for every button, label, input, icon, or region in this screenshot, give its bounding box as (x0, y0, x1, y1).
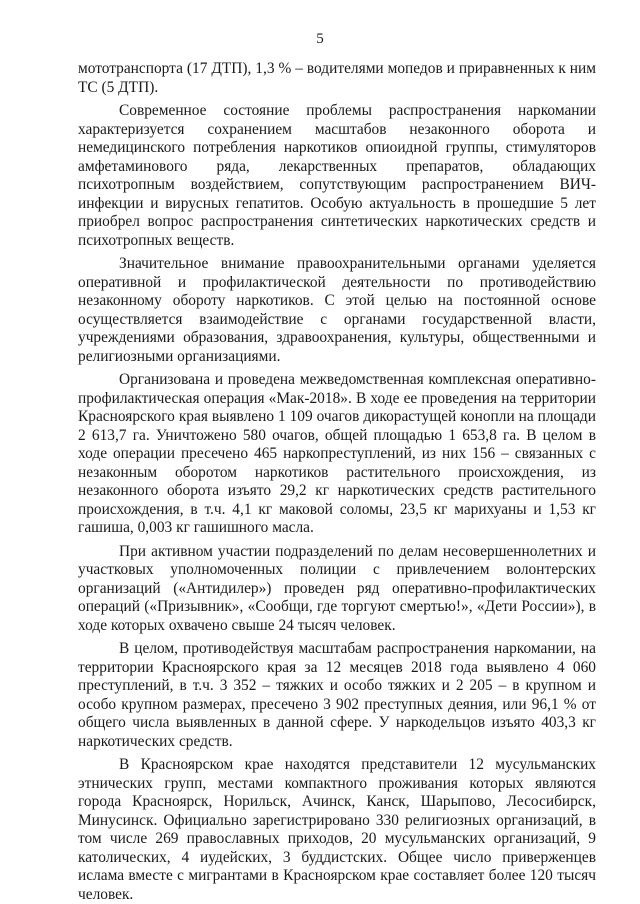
paragraph-crime-statistics: В целом, противодействуя масштабам распространения наркомании, на территории Красноярского края за 12 месяцев 2018 года выявлено 4 060 преступлений, в т.ч. 3 352 – тяжких и особо тяжких и 2 205 – в крупном и особо крупном размерах, пресечено 3 902 преступных деяния, или 96,1 % от общего числа выявленных в данной сфере. У наркодельцов изъято 403,3 кг наркотических средств. (78, 640, 596, 750)
paragraph-preventive-operations: При активном участии подразделений по делам несовершеннолетних и участковых уполномоченных полиции с привлечением волонтерских организаций («Антидилер») проведен ряд оперативно-профилактических операций («Призывник», «Сообщи, где торгуют смертью!», «Дети России»), в ходе которых охвачено свыше 24 тысяч человек. (78, 542, 596, 634)
document-body (78, 60, 596, 904)
paragraph-law-enforcement: Значительное внимание правоохранительными органами уделяется оперативной и профилактической деятельности по противодействию незаконному обороту наркотиков. С этой целью на постоянной основе осуществляется взаимодействие с органами государственной власти, учреждениями образования, здравоохранения, культуры, общественными и религиозными организациями. (78, 255, 596, 365)
paragraph-road-accidents-end: мототранспорта (17 ДТП), 1,3 % – водителями мопедов и приравненных к ним ТС (5 ДТП). (78, 60, 596, 96)
paragraph-operation-mak-2018: Организована и проведена межведомственная комплексная оперативно-профилактическая операция «Мак-2018». В ходе ее проведения на территории Красноярского края выявлено 1 109 очагов дикорастущей конопли на площади 2 613,7 га. Уничтожено 580 очагов, общей площадью 1 653,8 га. В целом в ходе операции пресечено 465 наркопреступлений, из них 156 – связанных с незаконным оборотом наркотиков растительного происхождения, из незаконного оборота изъято 29,2 кг наркотических средств растительного происхождения, в т.ч. 4,1 кг маковой соломы, 23,5 кг марихуаны и 1,53 кг гашиша, 0,003 кг гашишного масла. (78, 371, 596, 536)
page-number: 5 (316, 31, 324, 47)
paragraph-drug-situation: Современное состояние проблемы распространения наркомании характеризуется сохранением масштабов незаконного оборота и немедицинского потребления наркотиков опиоидной группы, стимуляторов амфетаминового ряда, лекарственных препаратов, обладающих психотропным воздействием, сопутствующим распространением ВИЧ-инфекции и вирусных гепатитов. Особую актуальность в прошедшие 5 лет приобрел вопрос распространения синтетических наркотических средств и психотропных веществ. (78, 102, 596, 249)
paragraph-religious-groups: В Красноярском крае находятся представители 12 мусульманских этнических групп, местами компактного проживания которых являются города Красноярск, Норильск, Ачинск, Канск, Шарыпово, Лесосибирск, Минусинск. Официально зарегистрировано 330 религиозных организаций, в том числе 269 православных приходов, 20 мусульманских организаций, 9 католических, 4 иудейских, 3 буддистских. Общее число приверженцев ислама вместе с мигрантами в Красноярском крае составляет более 120 тысяч человек. (78, 756, 596, 903)
